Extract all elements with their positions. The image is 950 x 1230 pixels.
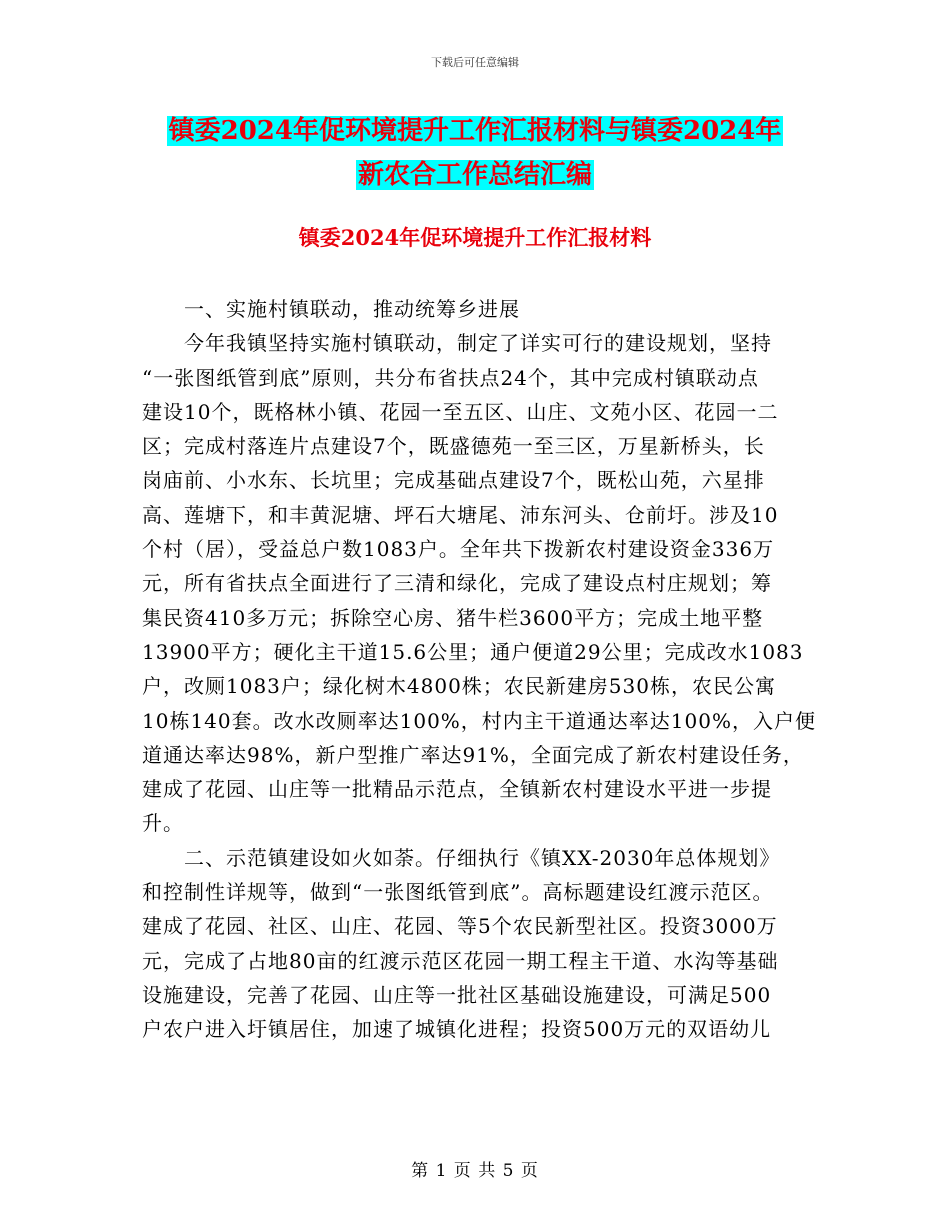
body-line: 和控制性详规等，做到“一张图纸管到底”。高标题建设红渡示范区。: [142, 880, 774, 905]
document-title-line-2: [0, 155, 950, 195]
body-line: 设施建设，完善了花园、山庄等一批社区基础设施建设，可满足500: [142, 982, 772, 1007]
body-line: 13900平方；硬化主干道15.6公里；通户便道29公里；完成改水1083: [142, 639, 804, 664]
body-line: 二、示范镇建设如火如荼。仔细执行《镇XX-2030年总体规划》: [142, 845, 781, 870]
body-line: 建成了花园、社区、山庄、花园、等5个农民新型社区。投资3000万: [142, 914, 778, 939]
body-line: 户，改厕1083户；绿化树木4800株；农民新建房530栋，农民公寓: [142, 674, 776, 699]
title-highlight-1: 镇委2024年促环境提升工作汇报材料与镇委2024年: [168, 116, 782, 146]
body-line: 10栋140套。改水改厕率达100%，村内主干道通达率达100%，入户便: [142, 708, 816, 733]
body-line: 元，所有省扶点全面进行了三清和绿化，完成了建设点村庄规划；筹: [142, 571, 772, 596]
body-line: 个村（居），受益总户数1083户。全年共下拨新农村建设资金336万: [142, 537, 775, 562]
body-line: 集民资410多万元；拆除空心房、猪牛栏3600平方；完成土地平整: [142, 605, 764, 630]
body-line: 户农户进入圩镇居住，加速了城镇化进程；投资500万元的双语幼儿: [142, 1017, 772, 1042]
page-header: 下载后可任意编辑: [431, 56, 519, 69]
body-line: 建设10个，既格林小镇、花园一至五区、山庄、文苑小区、花园一二: [142, 399, 779, 424]
body-line: 一、实施村镇联动，推动统筹乡进展: [142, 297, 520, 321]
body-text: [142, 292, 814, 1047]
body-line: 升。: [142, 811, 184, 836]
body-line: 元，完成了占地80亩的红渡示范区花园一期工程主干道、水沟等基础: [142, 948, 779, 973]
title-highlight-2: 新农合工作总结汇编: [357, 160, 592, 190]
body-line: 岗庙前、小水东、长坑里；完成基础点建设7个，既松山苑，六星排: [142, 468, 765, 493]
body-line: 建成了花园、山庄等一批精品示范点，全镇新农村建设水平进一步提: [142, 777, 772, 802]
body-line: 高、莲塘下，和丰黄泥塘、坪石大塘尾、沛东河头、仓前圩。涉及10: [142, 502, 779, 527]
document-title-line-1: [0, 111, 950, 151]
body-line: 今年我镇坚持实施村镇联动，制定了详实可行的建设规划，坚持: [142, 331, 772, 356]
page-footer: 第 1 页 共 5 页: [411, 1161, 539, 1181]
section-title: 镇委2024年促环境提升工作汇报材料: [298, 225, 652, 250]
body-line: “一张图纸管到底”原则，共分布省扶点24个，其中完成村镇联动点: [142, 365, 759, 390]
body-line: 区；完成村落连片点建设7个，既盛德苑一至三区，万星新桥头，长: [142, 434, 765, 459]
body-line: 道通达率达98%，新户型推广率达91%，全面完成了新农村建设任务，: [142, 742, 804, 767]
